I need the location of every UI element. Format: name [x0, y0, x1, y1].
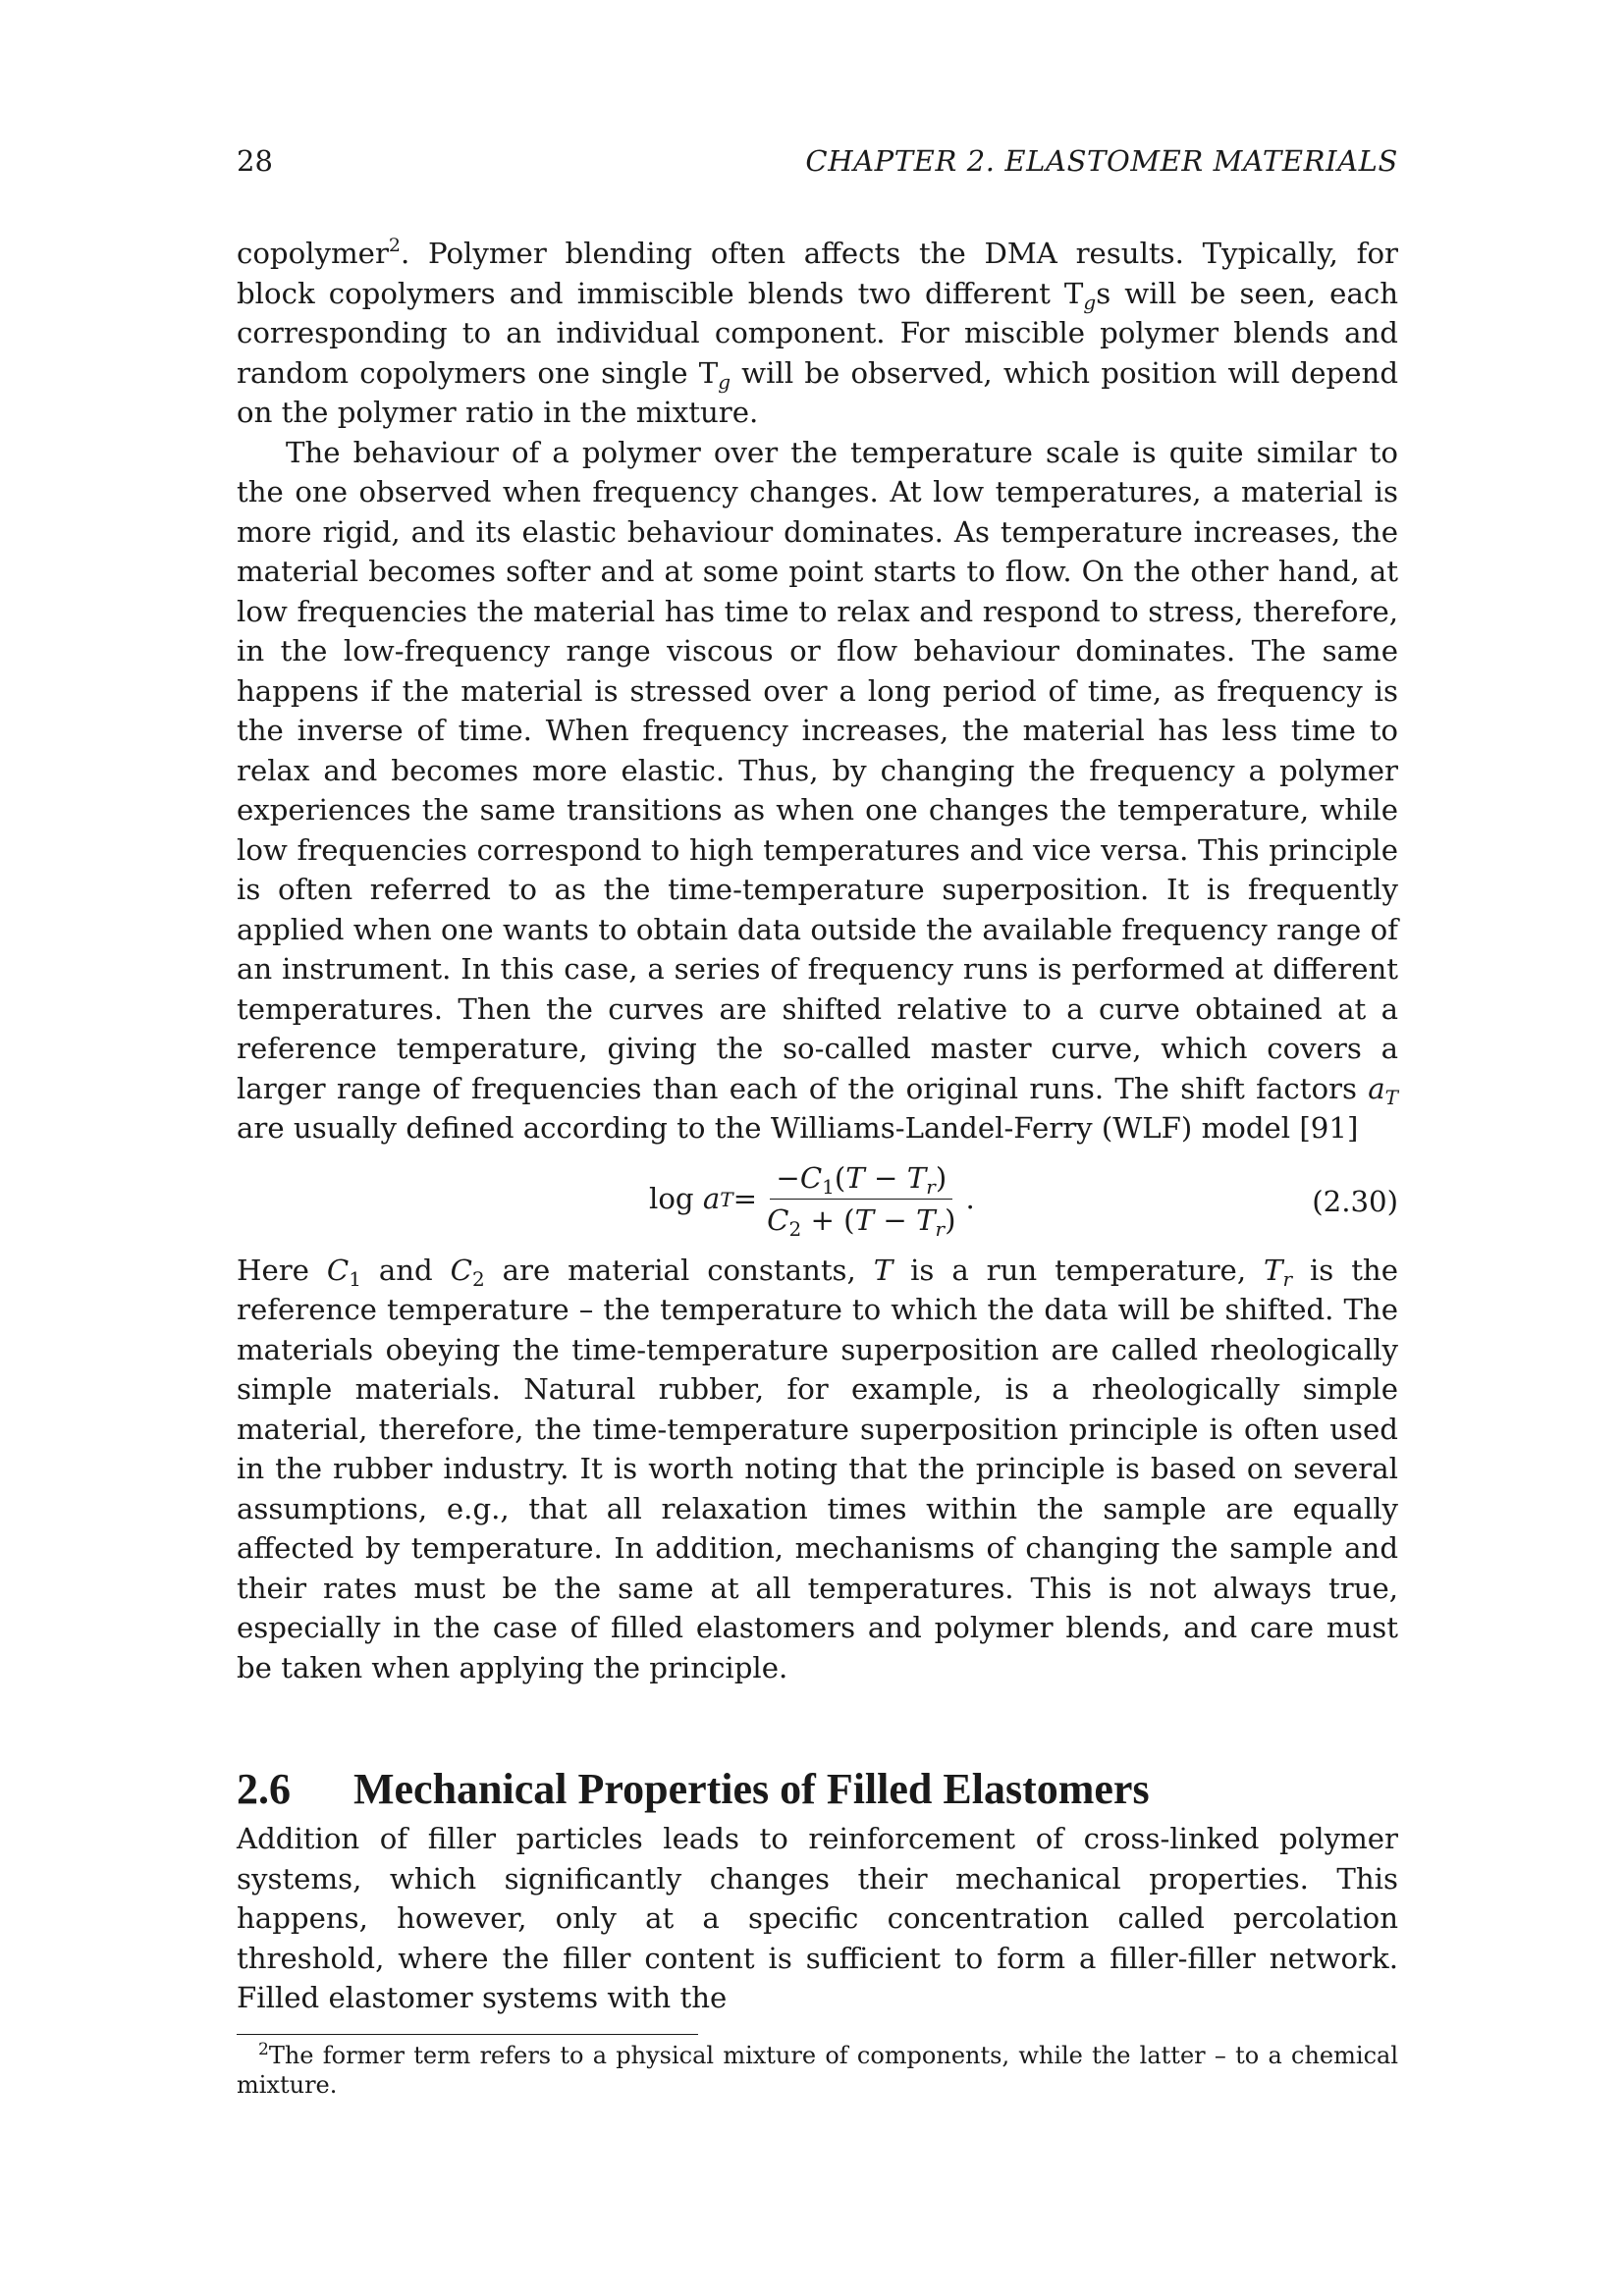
- math-period: .: [965, 1182, 975, 1216]
- text-run: . Polymer blending often affects the DMA results. Typically, for block copolymers and immiscible blends two different T: [237, 237, 1398, 310]
- math-var: C: [326, 1253, 350, 1287]
- math-op: −: [776, 1161, 800, 1195]
- math-var: T: [1264, 1253, 1283, 1287]
- subscript: r: [935, 1217, 946, 1241]
- text-run: s will be seen, each corresponding to an individual component. For miscible polymer blends and random copolymers one single T: [237, 276, 1398, 390]
- subscript: 2: [472, 1266, 485, 1291]
- section-number: 2.6: [237, 1765, 291, 1813]
- text-run: Here: [237, 1253, 327, 1287]
- footnote-mark: 2: [258, 2039, 269, 2059]
- subscript: 1: [349, 1266, 361, 1291]
- subscript: g: [1083, 290, 1097, 314]
- math-log: log: [649, 1182, 694, 1216]
- math-op: −: [864, 1161, 907, 1195]
- text-run: The behaviour of a polymer over the temperature scale is quite similar to the one observed when frequency changes. At low temperatures, a material is more rigid, and its elastic behaviour dominates. As temperature increases, the material becomes softer and at some point starts to flow. On the other hand, at low frequencies the material has time to relax and respond to stress, therefore, in the low-frequency range viscous or flow behaviour dominates. The same happens if the material is stressed over a long period of time, as frequency is the inverse of time. When frequency increases, the material has less time to relax and becomes more elastic. Thus, by changing the frequency a polymer experiences the same transitions as when one changes the temperature, while low frequencies correspond to high temperatures and vice versa. This principle is often referred to as the time-temperature superposition. It is frequently applied when one wants to obtain data outside the available frequency range of an instrument. In this case, a series of frequency runs is performed at different temperatures. Then the curves are shifted relative to a curve obtained at a reference temperature, giving the so-called master curve, which covers a larger range of frequencies than each of the original runs. The shift factors: [237, 435, 1398, 1105]
- text-run: and: [360, 1253, 451, 1287]
- math-var: C: [799, 1161, 823, 1195]
- paragraph-2: [237, 433, 1398, 1148]
- page-number: 28: [237, 144, 273, 178]
- text-run: is a run temperature,: [893, 1253, 1265, 1287]
- denominator: [761, 1200, 961, 1241]
- text-run: will be observed, which position will depend on the polymer ratio in the mixture.: [237, 355, 1398, 429]
- equation-body: log a T = $\frac{-C_1(T - T_r)}{C_2 + (T - T_r)}$ .: [649, 1161, 975, 1241]
- text-run: are material constants,: [484, 1253, 874, 1287]
- page: [237, 144, 1398, 2100]
- math-var: a: [1368, 1071, 1385, 1105]
- running-head: [237, 144, 1398, 187]
- subscript: 1: [822, 1175, 835, 1199]
- section-heading: [237, 1760, 1398, 1819]
- subscript: T: [1384, 1085, 1398, 1109]
- equation-number: (2.30): [1312, 1184, 1398, 1218]
- text-run: copolymer: [237, 237, 389, 270]
- math-op: ): [945, 1203, 956, 1237]
- math-op: −: [874, 1203, 917, 1237]
- footnote-rule: [237, 2034, 698, 2035]
- paragraph-1: [237, 234, 1398, 433]
- paragraph-3: [237, 1251, 1398, 1688]
- chapter-title: CHAPTER 2. ELASTOMER MATERIALS: [805, 144, 1398, 178]
- subscript: g: [718, 369, 731, 394]
- math-var: T: [906, 1161, 927, 1195]
- math-var: a: [702, 1182, 721, 1216]
- math-var: C: [450, 1253, 472, 1287]
- fraction: [761, 1160, 961, 1241]
- footnote: [237, 2041, 1398, 2100]
- math-var: C: [767, 1203, 789, 1237]
- math-var: T: [916, 1203, 936, 1237]
- paragraph-4: Addition of filler particles leads to reinforcement of cross-linked polymer systems, which significantly changes their mechanical properties. This happens, however, only at a specific concentration called percolation threshold, where the filler content is sufficient to form a filler-filler network. Filled elastomer systems with the: [237, 1822, 1398, 2014]
- body-text: [237, 234, 1398, 2100]
- subscript: r: [1282, 1266, 1293, 1291]
- math-var: T: [854, 1203, 875, 1237]
- numerator: [770, 1160, 952, 1200]
- section-title: Mechanical Properties of Filled Elastomers: [353, 1765, 1150, 1813]
- math-op: ): [935, 1161, 947, 1195]
- equation-2-30: [237, 1154, 1398, 1245]
- math-op: (: [834, 1161, 846, 1195]
- math-var: T: [845, 1161, 865, 1195]
- text-run: are usually defined according to the Williams-Landel-Ferry (WLF) model [91]: [237, 1111, 1359, 1145]
- footnote-text: The former term refers to a physical mixture of components, while the latter – to a chemical mixture.: [237, 2041, 1398, 2099]
- math-equals: =: [732, 1182, 758, 1216]
- subscript: 2: [788, 1217, 802, 1241]
- math-op: + (: [801, 1203, 855, 1237]
- text-run: is the reference temperature – the temperature to which the data will be shifted. The materials obeying the time-temperature superposition are called rheologically simple materials. Natural rubber, for example, is a rheologically simple material, therefore, the time-temperature superposition principle is often used in the rubber industry. It is worth noting that the principle is based on several assumptions, e.g., that all relaxation times within the sample are equally affected by temperature. In addition, mechanisms of changing the sample and their rates must be the same at all temperatures. This is not always true, especially in the case of filled elastomers and polymer blends, and care must be taken when applying the principle.: [237, 1253, 1398, 1684]
- math-var: T: [873, 1253, 893, 1287]
- footnote-mark[interactable]: 2: [388, 235, 401, 256]
- subscript: r: [926, 1175, 936, 1199]
